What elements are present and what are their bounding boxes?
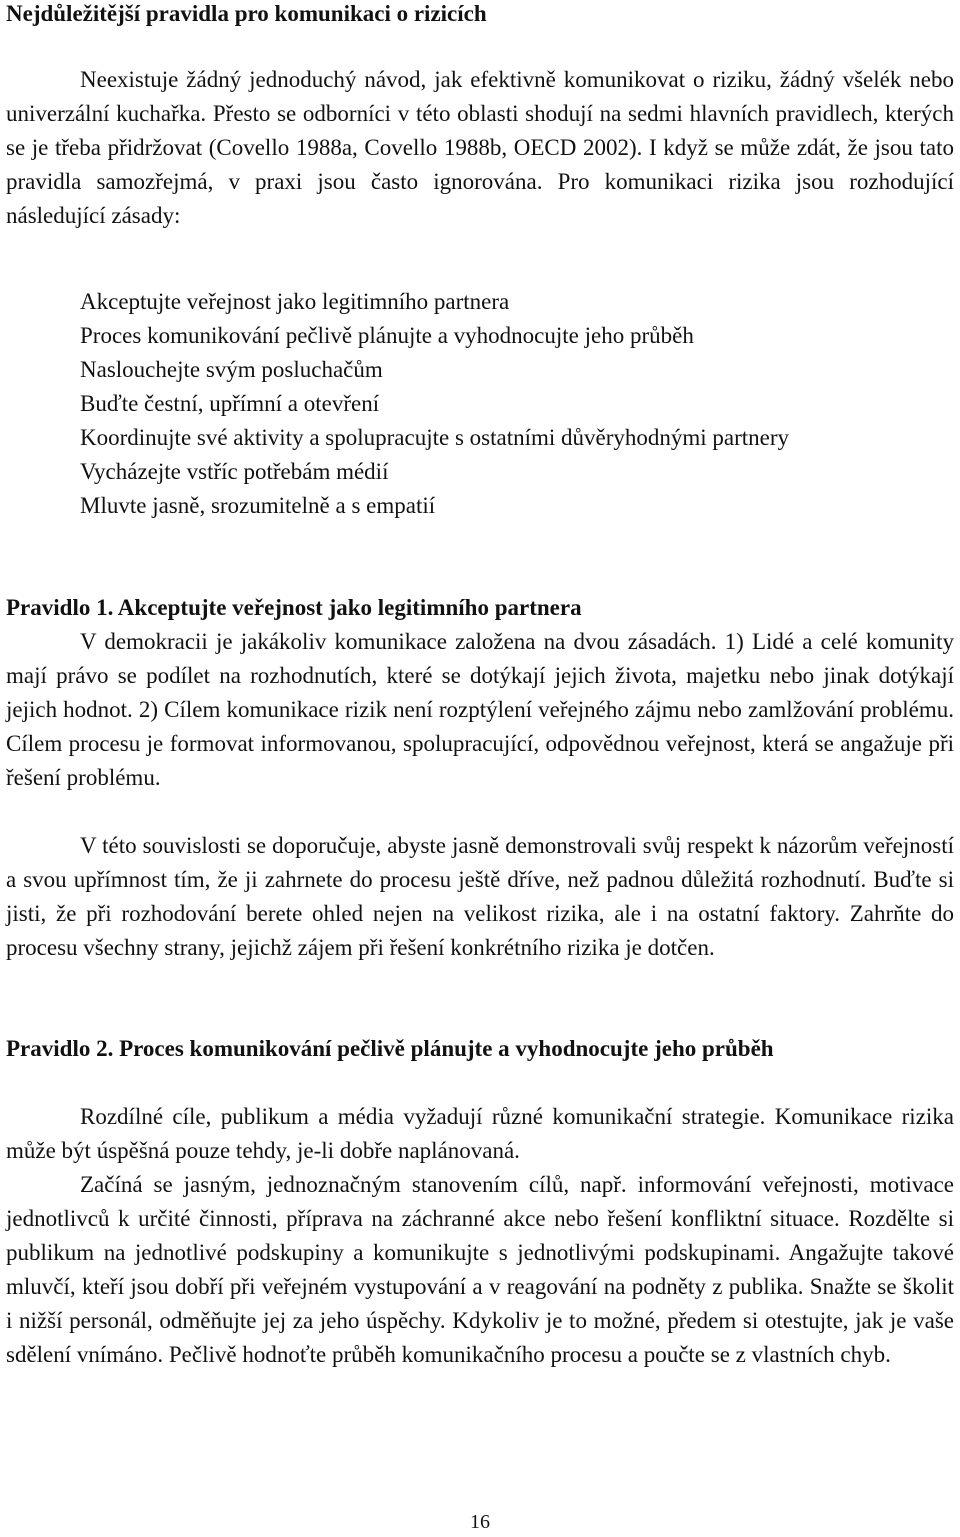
section-heading: Nejdůležitější pravidla pro komunikaci o rizicích <box>6 1 487 26</box>
list-item: Akceptujte veřejnost jako legitimního partnera <box>80 289 510 314</box>
list-item: Proces komunikování pečlivě plánujte a vyhodnocujte jeho průběh <box>80 323 694 348</box>
rule2-paragraph-1: Rozdílné cíle, publikum a média vyžadují různé komunikační strategie. Komunikace rizika může být úspěšná pouze tehdy, je-li dobře naplánovaná. <box>6 1104 954 1163</box>
page-number: 16 <box>470 1511 490 1533</box>
rules-list <box>80 285 954 523</box>
rule1-title: Pravidlo 1. Akceptujte veřejnost jako legitimního partnera <box>6 595 582 620</box>
rule1-paragraph-1: V demokracii je jakákoliv komunikace založena na dvou zásadách. 1) Lidé a celé komunity mají právo se podílet na rozhodnutích, které se dotýkají jejich života, majetku nebo jinak dotýkají jejich hodnot. 2) Cílem komunikace rizik není rozptýlení veřejného zájmu nebo zamlžování problému. Cílem procesu je formovat informovanou, spolupracující, odpovědnou veřejnost, která se angažuje při řešení problému. <box>6 629 954 790</box>
intro-paragraph: Neexistuje žádný jednoduchý návod, jak efektivně komunikovat o riziku, žádný všelék nebo univerzální kuchařka. Přesto se odborníci v této oblasti shodují na sedmi hlavních pravidlech, kterých se je třeba přidržovat (Covello 1988a, Covello 1988b, OECD 2002). I když se může zdát, že jsou tato pravidla samozřejmá, v praxi jsou často ignorována. Pro komunikaci rizika jsou rozhodující následující zásady: <box>6 67 954 228</box>
list-item: Mluvte jasně, srozumitelně a s empatií <box>80 493 436 518</box>
list-item: Buďte čestní, upřímní a otevření <box>80 391 380 416</box>
list-item: Naslouchejte svým posluchačům <box>80 357 383 382</box>
rule2-title: Pravidlo 2. Proces komunikování pečlivě plánujte a vyhodnocujte jeho průběh <box>6 1036 774 1061</box>
rule1-paragraph-2: V této souvislosti se doporučuje, abyste jasně demonstrovali svůj respekt k názorům veřejností a svou upřímnost tím, že ji zahrnete do procesu ještě dříve, než padnou důležitá rozhodnutí. Buďte si jisti, že při rozhodování berete ohled nejen na velikost rizika, ale i na ostatní faktory. Zahrňte do procesu všechny strany, jejichž zájem při řešení konkrétního rizika je dotčen. <box>6 833 954 960</box>
list-item: Koordinujte své aktivity a spolupracujte s ostatními důvěryhodnými partnery <box>80 425 790 450</box>
rule2-paragraph-2: Začíná se jasným, jednoznačným stanovením cílů, např. informování veřejnosti, motivace jednotlivců k určité činnosti, příprava na záchranné akce nebo řešení konfliktní situace. Rozdělte si publikum na jednotlivé podskupiny a komunikujte s jednotlivými podskupinami. Angažujte takové mluvčí, kteří jsou dobří při veřejném vystupování a v reagování na podněty z publika. Snažte se školit i nižší personál, odměňujte jej za jeho úspěchy. Kdykoliv je to možné, předem si otestujte, jak je vaše sdělení vnímáno. Pečlivě hodnoťte průběh komunikačního procesu a poučte se z vlastních chyb. <box>6 1172 954 1367</box>
list-item: Vycházejte vstříc potřebám médií <box>80 459 389 484</box>
